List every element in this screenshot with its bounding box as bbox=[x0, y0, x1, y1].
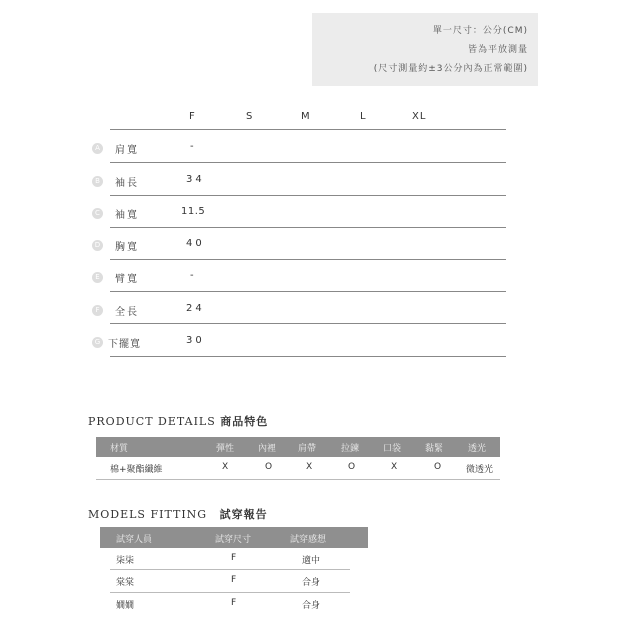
pd-header-pocket: 口袋 bbox=[383, 444, 402, 454]
size-header-l: L bbox=[360, 111, 367, 122]
product-details-title-zh: 商品特色 bbox=[220, 415, 269, 428]
row-label-total-length: 全長 bbox=[115, 307, 139, 318]
size-header-f: F bbox=[189, 111, 196, 122]
size-header-s: S bbox=[246, 111, 254, 122]
row-letter-badge: D bbox=[92, 240, 103, 251]
pd-value-sheer: 微透光 bbox=[466, 465, 494, 475]
row-label-hem-width: 下擺寬 bbox=[108, 339, 141, 350]
pd-header-zipper: 拉鍊 bbox=[341, 444, 360, 454]
pd-value-material: 棉+聚酯纖維 bbox=[110, 465, 163, 475]
pd-value-fit: O bbox=[434, 462, 442, 472]
row-value-hem-width: 30 bbox=[186, 335, 205, 346]
row-letter-badge: B bbox=[92, 176, 103, 187]
models-fitting-header-bar bbox=[100, 527, 368, 548]
flat-measure-note: 皆為平放測量 bbox=[467, 45, 528, 55]
row-letter-badge: E bbox=[92, 272, 103, 283]
mf-row-feel: 合身 bbox=[302, 578, 321, 588]
divider bbox=[110, 569, 350, 570]
divider bbox=[110, 227, 506, 228]
divider bbox=[110, 162, 506, 163]
row-letter-badge: A bbox=[92, 143, 103, 154]
pd-value-pocket: X bbox=[391, 462, 398, 472]
row-value-chest: 40 bbox=[186, 238, 205, 249]
pd-header-elasticity: 彈性 bbox=[216, 444, 235, 454]
mf-row-name: 柒柒 bbox=[116, 556, 135, 566]
pd-header-material: 材質 bbox=[110, 444, 129, 454]
measurement-note-box bbox=[312, 13, 538, 86]
pd-header-straps: 肩帶 bbox=[298, 444, 317, 454]
row-label-chest: 胸寬 bbox=[115, 242, 139, 253]
product-details-title-en: PRODUCT DETAILS bbox=[88, 415, 216, 428]
row-value-total-length: 24 bbox=[186, 303, 205, 314]
size-header-xl: XL bbox=[412, 111, 427, 122]
row-label-sleeve-length: 袖長 bbox=[115, 178, 139, 189]
pd-header-lining: 內裡 bbox=[258, 444, 277, 454]
mf-header-feel: 試穿感想 bbox=[290, 535, 327, 545]
size-header-m: M bbox=[301, 111, 311, 122]
divider bbox=[110, 592, 350, 593]
mf-row-name: 棠棠 bbox=[116, 578, 135, 588]
pd-header-sheer: 透光 bbox=[468, 444, 487, 454]
row-letter-badge: F bbox=[92, 305, 103, 316]
row-value-arm: - bbox=[190, 270, 197, 281]
mf-row-feel: 合身 bbox=[302, 601, 321, 611]
divider bbox=[110, 129, 506, 130]
pd-value-zipper: O bbox=[348, 462, 356, 472]
row-letter-badge: C bbox=[92, 208, 103, 219]
mf-header-size: 試穿尺寸 bbox=[215, 535, 252, 545]
mf-row-size: F bbox=[231, 575, 237, 585]
divider bbox=[110, 259, 506, 260]
row-label-shoulder: 肩寬 bbox=[115, 145, 139, 156]
row-value-sleeve-width: 11.5 bbox=[181, 206, 206, 217]
divider bbox=[110, 291, 506, 292]
row-value-shoulder: - bbox=[190, 141, 197, 152]
pd-value-straps: X bbox=[306, 462, 313, 472]
mf-header-model: 試穿人員 bbox=[116, 535, 153, 545]
row-letter-badge: G bbox=[92, 337, 103, 348]
product-details-header-bar bbox=[96, 437, 500, 457]
models-fitting-title bbox=[88, 506, 268, 522]
divider bbox=[110, 356, 506, 357]
pd-value-lining: O bbox=[265, 462, 273, 472]
mf-row-size: F bbox=[231, 598, 237, 608]
mf-row-feel: 適中 bbox=[302, 556, 321, 566]
row-label-arm: 臂寬 bbox=[115, 274, 139, 285]
mf-row-name: 嫺嫺 bbox=[116, 601, 135, 611]
row-label-sleeve-width: 袖寬 bbox=[115, 210, 139, 221]
mf-row-size: F bbox=[231, 553, 237, 563]
models-fitting-title-zh: 試穿報告 bbox=[219, 508, 268, 521]
tolerance-note: (尺寸測量約±3公分內為正常範圍) bbox=[373, 64, 528, 74]
divider bbox=[96, 479, 500, 480]
pd-value-elasticity: X bbox=[222, 462, 229, 472]
divider bbox=[110, 195, 506, 196]
product-details-title bbox=[88, 413, 268, 429]
pd-header-fit: 黏緊 bbox=[425, 444, 444, 454]
divider bbox=[110, 323, 506, 324]
unit-note: 單一尺寸：公分(CM) bbox=[432, 26, 528, 36]
row-value-sleeve-length: 34 bbox=[186, 174, 205, 185]
models-fitting-title-en: MODELS FITTING bbox=[88, 508, 208, 521]
